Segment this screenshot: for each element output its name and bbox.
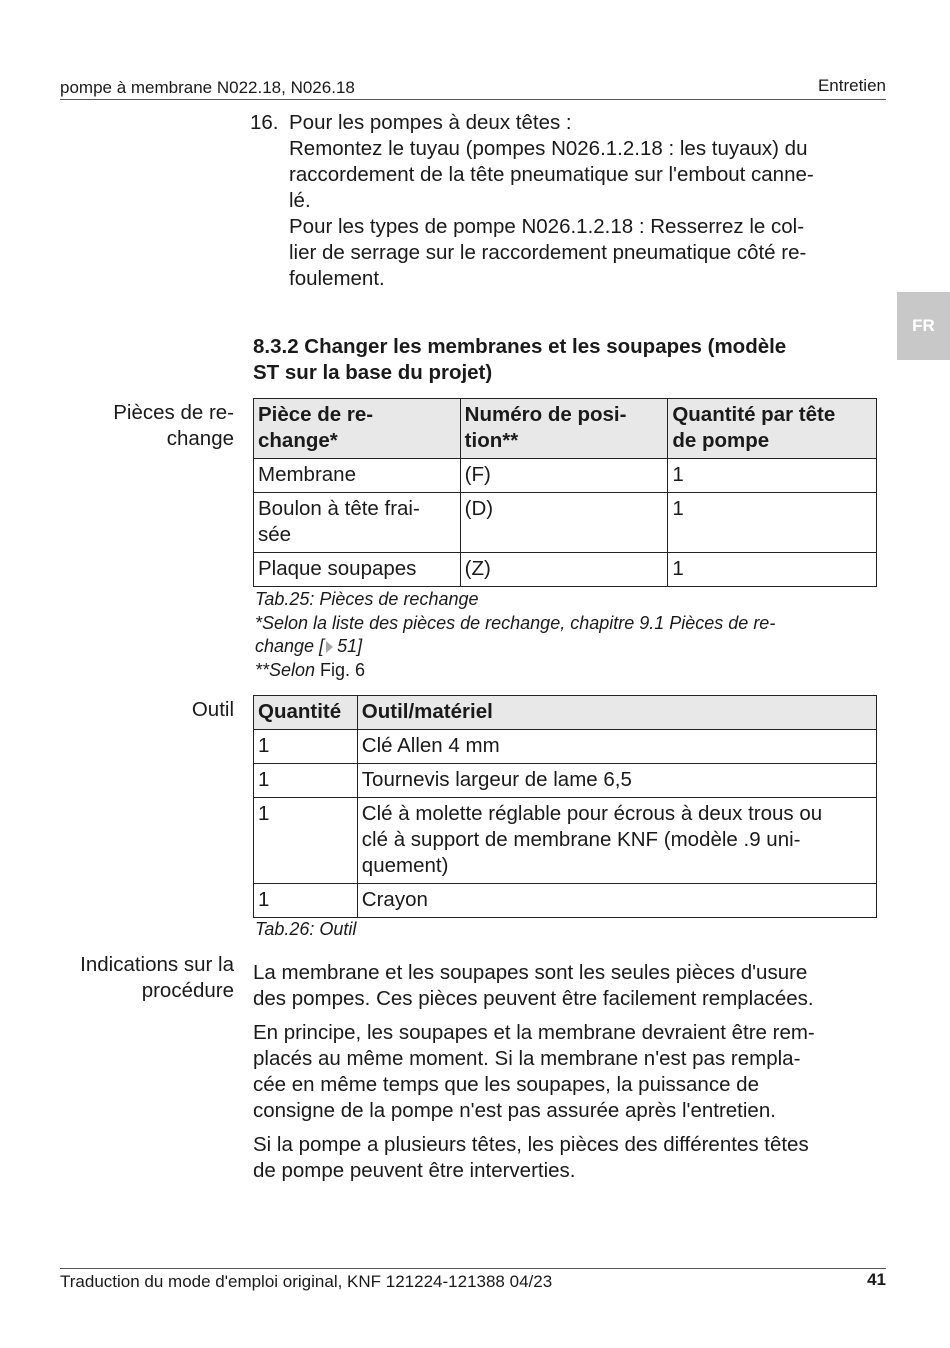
table-cell: 1 xyxy=(668,459,877,493)
step-line: Pour les pompes à deux têtes : xyxy=(289,111,572,134)
table-row xyxy=(254,493,877,553)
table-cell: 1 xyxy=(668,553,877,587)
margin-label-line: change xyxy=(166,427,234,450)
column-header-quantity: Quantité xyxy=(254,696,358,730)
footer-document-info: Traduction du mode d'emploi original, KNF 121224-121388 04/23 xyxy=(60,1272,553,1291)
step-line: lé. xyxy=(289,189,311,212)
margin-label-procedure xyxy=(80,952,234,1004)
table-cell: (Z) xyxy=(460,553,668,587)
running-header-title: pompe à membrane N022.18, N026.18 xyxy=(60,78,355,97)
table-header-row xyxy=(254,399,877,459)
tool-table xyxy=(253,695,877,918)
table-cell: Crayon xyxy=(357,884,876,918)
margin-label-spare-parts xyxy=(113,400,234,452)
table-caption: Tab.25: Pièces de rechange xyxy=(255,589,479,609)
table-row xyxy=(254,553,877,587)
column-header-quantity: Quantité par tête de pompe xyxy=(668,399,877,459)
section-heading-line: ST sur la base du projet) xyxy=(253,361,493,384)
tool-caption-block xyxy=(255,918,356,942)
page-reference-link[interactable]: 51] xyxy=(337,636,363,656)
table-cell: (F) xyxy=(460,459,668,493)
margin-label-line: Outil xyxy=(191,698,234,721)
footer-divider xyxy=(60,1268,886,1269)
table-cell: 1 xyxy=(668,493,877,553)
section-heading-line: 8.3.2 Changer les membranes et les soupapes (modèle xyxy=(253,335,787,358)
table-row xyxy=(254,730,877,764)
column-header-tool: Outil/matériel xyxy=(357,696,876,730)
triangle-right-icon xyxy=(326,641,333,653)
table-cell: Plaque soupapes xyxy=(254,553,461,587)
table-cell: 1 xyxy=(254,798,358,884)
margin-label-line: Indications sur la xyxy=(80,953,234,976)
step-line: Pour les types de pompe N026.1.2.18 : Resserrez le col- xyxy=(289,215,805,238)
step-16 xyxy=(250,110,880,292)
spare-parts-table xyxy=(253,398,877,587)
language-tab: FR xyxy=(897,292,950,360)
table-row xyxy=(254,798,877,884)
margin-label-line: procédure xyxy=(141,979,234,1002)
footnote-line: change [ 51] xyxy=(255,636,363,656)
table-cell: Boulon à tête frai- sée xyxy=(254,493,461,553)
table-cell: Clé à molette réglable pour écrous à deux trous ou clé à support de membrane KNF (modèle .9 uni- quement) xyxy=(357,798,876,884)
step-number: 16. xyxy=(250,111,279,134)
page-number: 41 xyxy=(867,1270,886,1289)
step-text xyxy=(289,110,880,292)
table-caption: Tab.26: Outil xyxy=(255,919,357,939)
column-header-part: Pièce de re- change* xyxy=(254,399,461,459)
table-row xyxy=(254,884,877,918)
spare-parts-caption-block xyxy=(255,588,775,682)
table-row xyxy=(254,764,877,798)
table-row xyxy=(254,459,877,493)
table-cell: Clé Allen 4 mm xyxy=(357,730,876,764)
section-heading xyxy=(253,334,893,386)
running-header-chapter: Entretien xyxy=(817,76,886,95)
footnote-line: *Selon la liste des pièces de rechange, chapitre 9.1 Pièces de re- xyxy=(255,612,776,633)
footnote-line: **Selon Fig. 6 xyxy=(255,659,366,680)
header-divider xyxy=(60,99,886,100)
table-cell: 1 xyxy=(254,730,358,764)
step-line: lier de serrage sur le raccordement pneumatique côté re- xyxy=(289,241,807,264)
figure-reference-link[interactable]: Fig. 6 xyxy=(315,659,366,680)
table-header-row xyxy=(254,696,877,730)
table-cell: 1 xyxy=(254,884,358,918)
step-line: raccordement de la tête pneumatique sur l'embout canne- xyxy=(289,163,814,186)
table-cell: Membrane xyxy=(254,459,461,493)
table-cell: (D) xyxy=(460,493,668,553)
step-line: Remontez le tuyau (pompes N026.1.2.18 : les tuyaux) du xyxy=(289,137,808,160)
margin-label-line: Pièces de re- xyxy=(113,401,234,424)
table-cell: 1 xyxy=(254,764,358,798)
step-line: foulement. xyxy=(289,267,385,290)
table-cell: Tournevis largeur de lame 6,5 xyxy=(357,764,876,798)
column-header-position: Numéro de posi- tion** xyxy=(460,399,668,459)
procedure-text: La membrane et les soupapes sont les seules pièces d'usure des pompes. Ces pièces peuvent être facilement remplacées. En principe, les soupapes et la membrane devraient être rem- placés au même moment. Si la membrane n'est pas rempla- cée en même temps que les soupapes, la puissance de consigne de la pompe n'est pas assurée après l'entretien. Si la pompe a plusieurs têtes, les pièces des différentes têtes de pompe peuvent être interverties. xyxy=(253,961,815,1182)
margin-label-tool xyxy=(192,697,234,723)
